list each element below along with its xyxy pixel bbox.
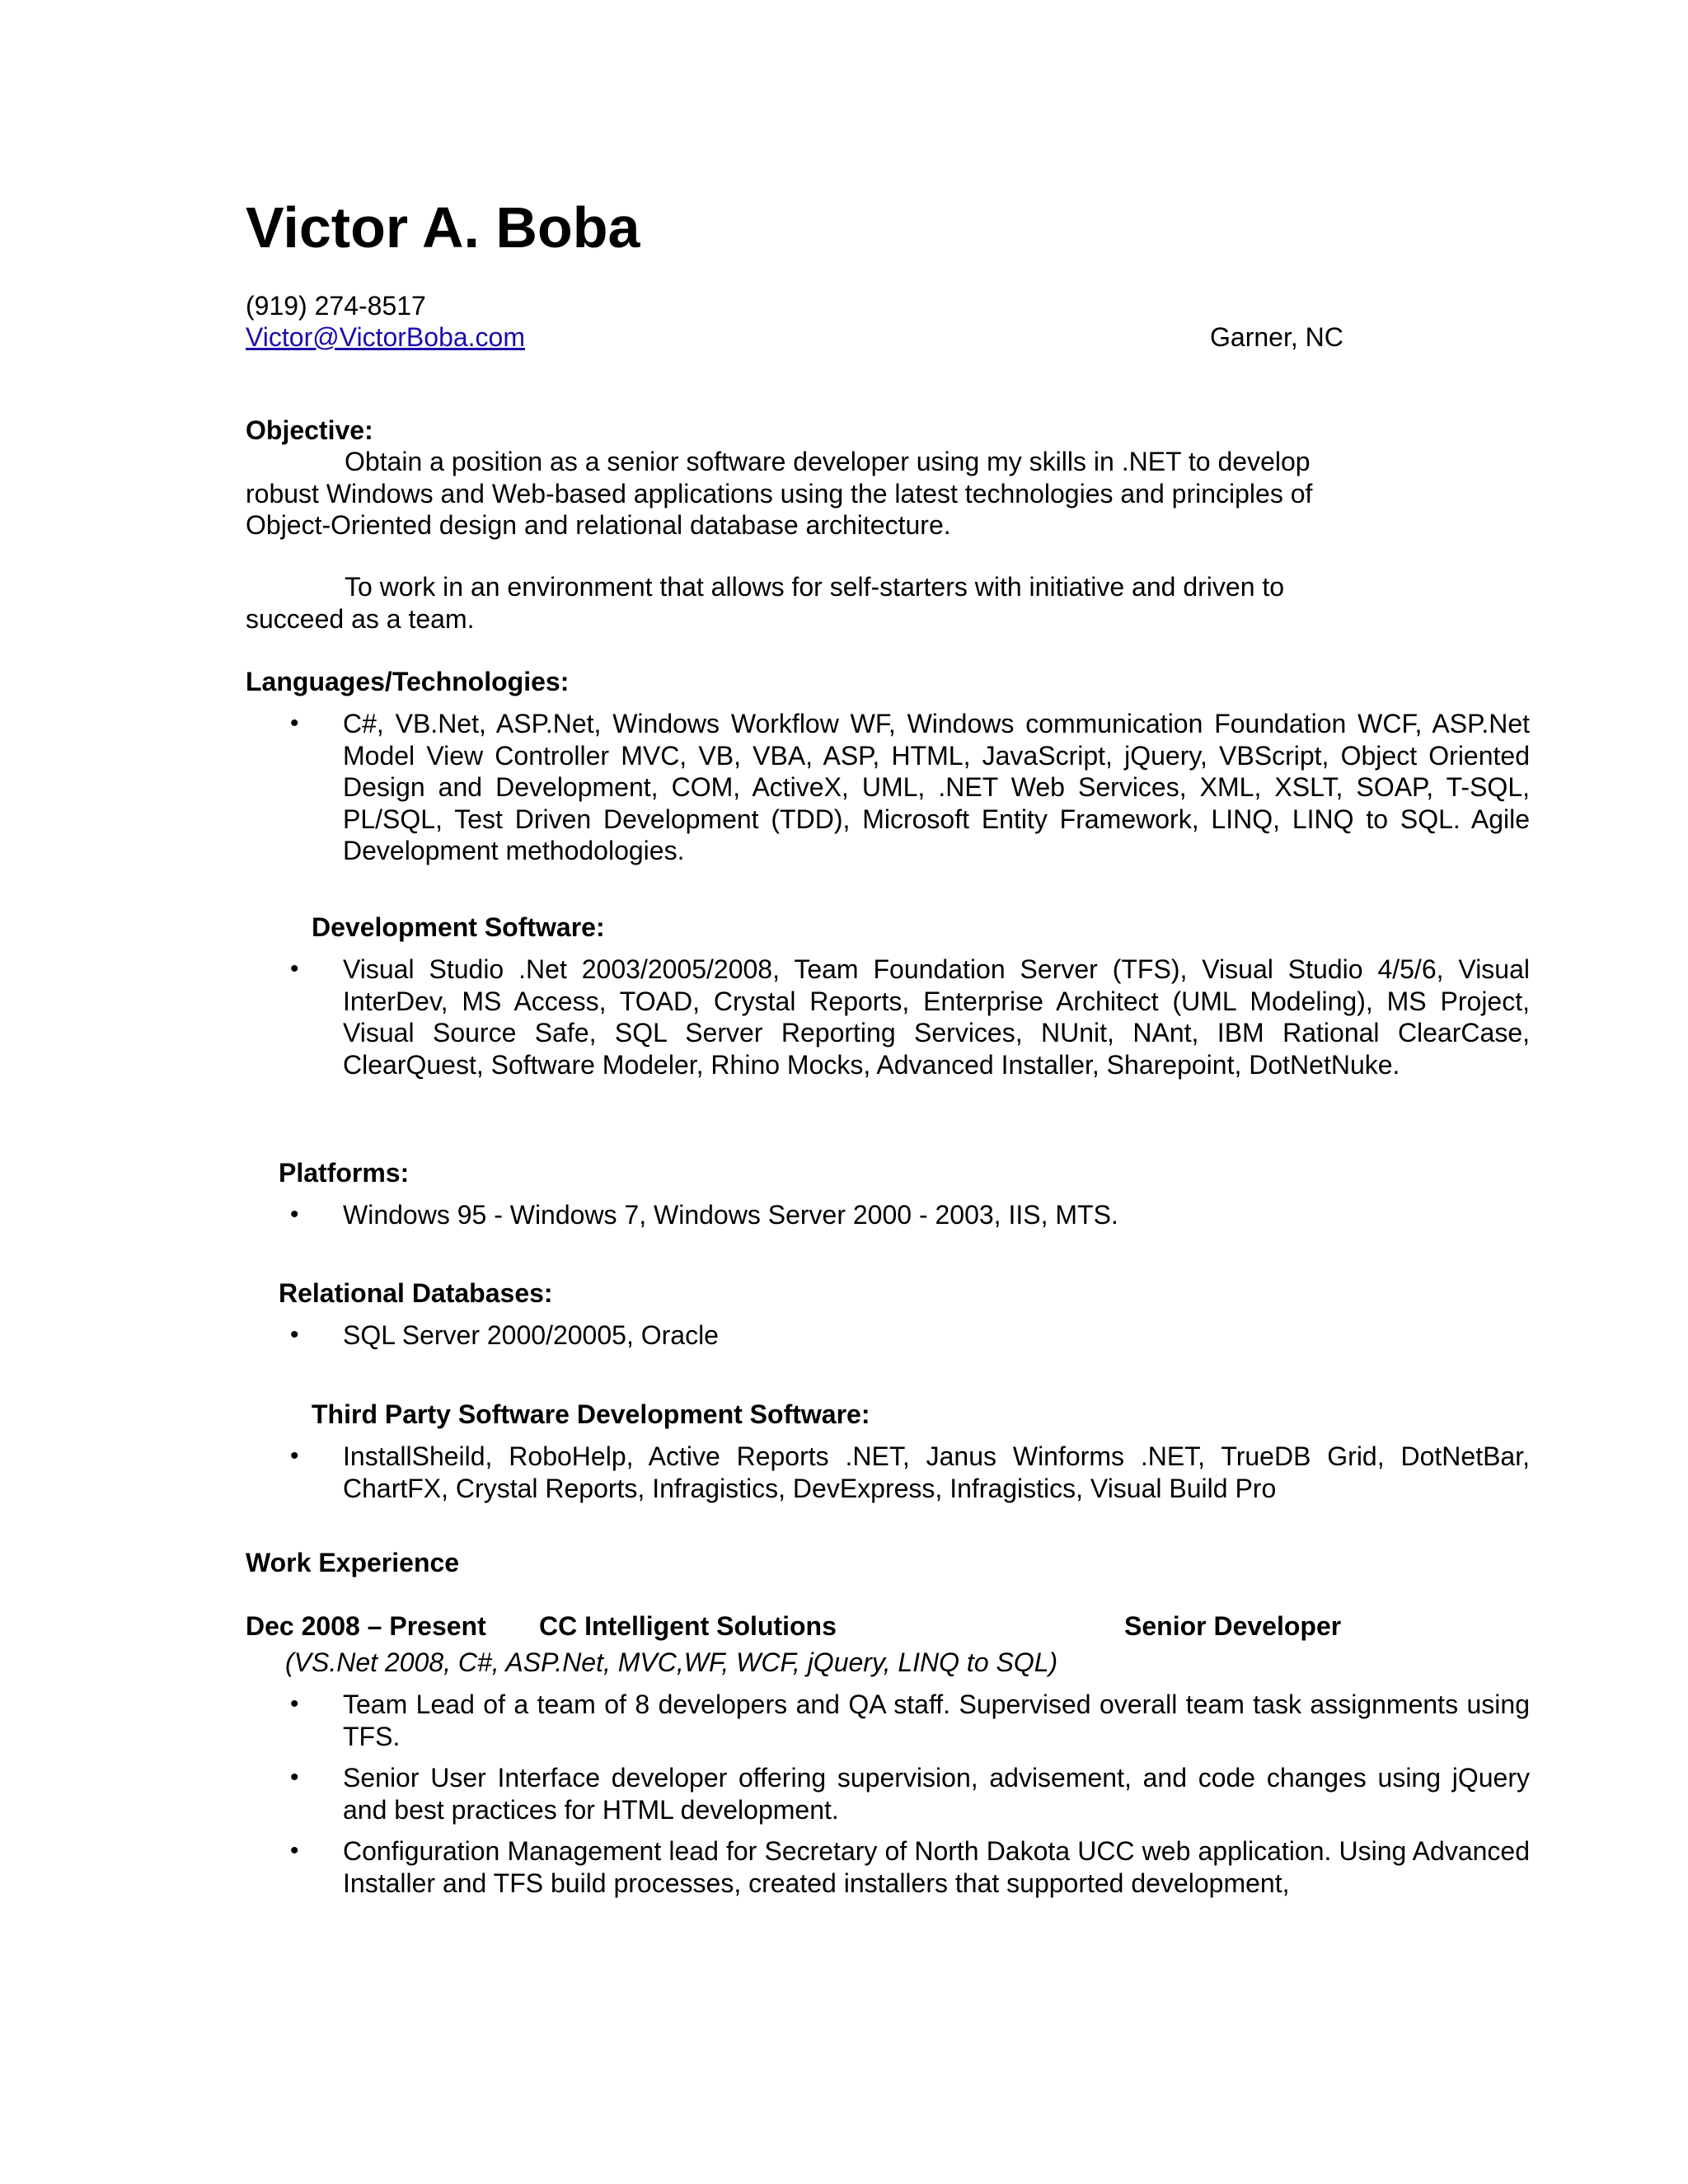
candidate-name: Victor A. Boba <box>246 195 640 260</box>
job-bullet-2: Senior User Interface developer offering supervision, advisement, and code changes using jQuery and best practices for HTML development. <box>343 1763 1530 1825</box>
bullet-glyph: • <box>290 1690 299 1718</box>
job-technologies: (VS.Net 2008, C#, ASP.Net, MVC,WF, WCF, jQuery, LINQ to SQL) <box>285 1647 1058 1677</box>
bullet-glyph: • <box>290 1442 299 1469</box>
email-link[interactable]: Victor@VictorBoba.com <box>246 322 525 352</box>
platforms-list: Windows 95 - Windows 7, Windows Server 2000 - 2003, IIS, MTS. <box>343 1200 1118 1230</box>
third-party-heading: Third Party Software Development Software: <box>312 1399 870 1429</box>
bullet-glyph: • <box>290 1201 299 1228</box>
job-title: Senior Developer <box>1124 1611 1342 1641</box>
location: Garner, NC <box>1210 322 1343 352</box>
objective-paragraph-2: To work in an environment that allows for self-starters with initiative and driven to succeed as a team. <box>246 572 1285 634</box>
dev-software-list: Visual Studio .Net 2003/2005/2008, Team Foundation Server (TFS), Visual Studio 4/5/6, Visual InterDev, MS Access, TOAD, Crystal Reports, Enterprise Architect (UML Modeling), MS Project, Visual Source Safe, SQL Server Reporting Services, NUnit, NAnt, IBM Rational ClearCase, ClearQuest, Software Modeler, Rhino Mocks, Advanced Installer, Sharepoint, DotNetNuke. <box>343 954 1530 1080</box>
languages-heading: Languages/Technologies: <box>246 667 570 696</box>
databases-list: SQL Server 2000/20005, Oracle <box>343 1320 719 1350</box>
bullet-glyph: • <box>290 1764 299 1791</box>
work-experience-heading: Work Experience <box>246 1548 460 1577</box>
job-company: CC Intelligent Solutions <box>539 1611 837 1641</box>
job-dates: Dec 2008 – Present <box>246 1611 486 1641</box>
job-bullet-1: Team Lead of a team of 8 developers and QA staff. Supervised overall team task assignments using TFS. <box>343 1690 1530 1751</box>
languages-list: C#, VB.Net, ASP.Net, Windows Workflow WF, Windows communication Foundation WCF, ASP.Net Model View Controller MVC, VB, VBA, ASP, HTML, JavaScript, jQuery, VBScript, Object Oriented Design and Development, COM, ActiveX, UML, .NET Web Services, XML, XSLT, SOAP, T-SQL, PL/SQL, Test Driven Development (TDD), Microsoft Entity Framework, LINQ, LINQ to SQL. Agile Development methodologies. <box>343 709 1530 865</box>
bullet-glyph: • <box>290 955 299 982</box>
bullet-glyph: • <box>290 1321 299 1348</box>
databases-heading: Relational Databases: <box>279 1278 553 1308</box>
objective-heading: Objective: <box>246 415 373 445</box>
objective-paragraph-1: Obtain a position as a senior software developer using my skills in .NET to develop robust Windows and Web-based applications using the latest technologies and principles of Object-Oriented design and relational database architecture. <box>246 447 1313 540</box>
bullet-glyph: • <box>290 710 299 737</box>
bullet-glyph: • <box>290 1837 299 1864</box>
phone-number: (919) 274-8517 <box>246 291 426 321</box>
job-bullet-3: Configuration Management lead for Secretary of North Dakota UCC web application. Using Advanced Installer and TFS build processes, created installers that supported development, <box>343 1836 1530 1898</box>
third-party-list: InstallSheild, RoboHelp, Active Reports .NET, Janus Winforms .NET, TrueDB Grid, DotNetBar, ChartFX, Crystal Reports, Infragistics, DevExpress, Infragistics, Visual Build Pro <box>343 1441 1530 1503</box>
dev-software-heading: Development Software: <box>312 912 605 942</box>
platforms-heading: Platforms: <box>279 1158 410 1188</box>
